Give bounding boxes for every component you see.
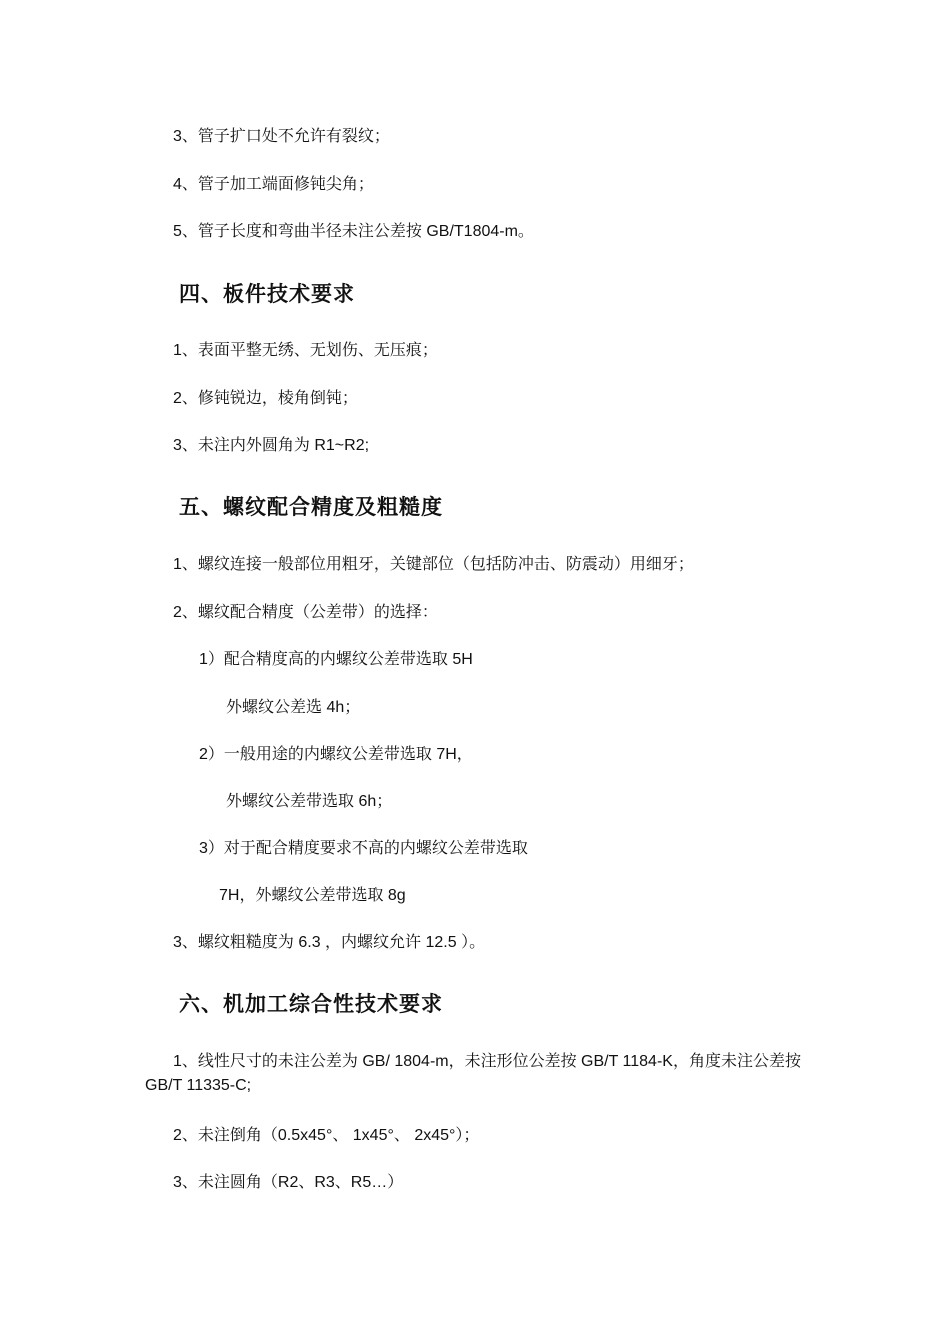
pipe-item-3: 3、管子扩口处不允许有裂纹； bbox=[173, 128, 390, 145]
section5-item-2: 2、螺纹配合精度（公差带）的选择： bbox=[173, 604, 438, 621]
section5-sub-1a: 1）配合精度高的内螺纹公差带选取 5H bbox=[199, 651, 473, 668]
section4-heading: 四、板件技术要求 bbox=[179, 281, 355, 306]
section5-sub-2b: 外螺纹公差带选取 6h； bbox=[226, 793, 393, 810]
section4-item-3: 3、未注内外圆角为 R1~R2; bbox=[173, 437, 370, 454]
section6-item-3: 3、未注圆角（R2、R3、R5…） bbox=[173, 1174, 404, 1191]
section5-sub-1b: 外螺纹公差选 4h； bbox=[226, 699, 361, 716]
section5-sub-3a: 3）对于配合精度要求不高的内螺纹公差带选取 bbox=[199, 840, 528, 857]
section4-item-2: 2、修钝锐边，棱角倒钝； bbox=[173, 390, 358, 407]
section6-item-2: 2、未注倒角（0.5x45°、 1x45°、 2x45°）； bbox=[173, 1127, 480, 1144]
pipe-item-4: 4、管子加工端面修钝尖角； bbox=[173, 176, 374, 193]
section5-heading: 五、螺纹配合精度及粗糙度 bbox=[179, 494, 443, 519]
section6-item-1: 1、线性尺寸的未注公差为 GB/ 1804-m，未注形位公差按 GB/T 1184-K，角度未注公差按 GB/T 11335-C; bbox=[145, 1053, 801, 1094]
section6-heading: 六、机加工综合性技术要求 bbox=[179, 991, 443, 1016]
section5-item-3: 3、螺纹粗糙度为 6.3 ，内螺纹允许 12.5 ）。 bbox=[173, 934, 486, 951]
section5-sub-2a: 2）一般用途的内螺纹公差带选取 7H， bbox=[199, 746, 473, 763]
section5-sub-3b: 7H，外螺纹公差带选取 8g bbox=[219, 887, 406, 904]
pipe-item-5: 5、管子长度和弯曲半径未注公差按 GB/T1804-m。 bbox=[173, 223, 534, 240]
section5-item-1: 1、螺纹连接一般部位用粗牙，关键部位（包括防冲击、防震动）用细牙； bbox=[173, 556, 694, 573]
section4-item-1: 1、表面平整无绣、无划伤、无压痕； bbox=[173, 342, 438, 359]
